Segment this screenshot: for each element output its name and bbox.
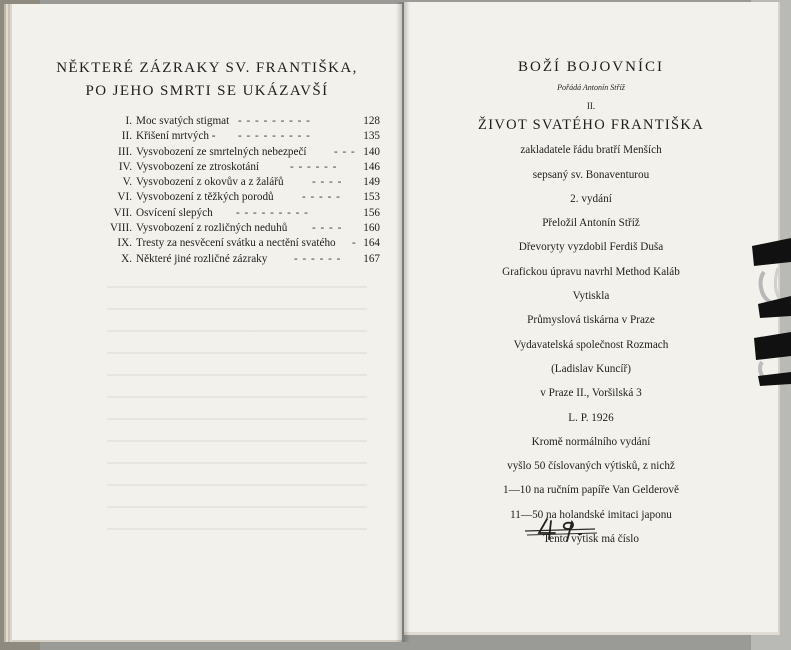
issue-line-4: 11—50 na holandské imitaci japonu (510, 508, 672, 521)
copy-number-label: Tento výtisk má číslo (543, 533, 639, 546)
volume-number: II. (586, 101, 596, 111)
toc-entry-number: III. (118, 145, 132, 158)
series-title: BOŽÍ BOJOVNÍCI (518, 59, 664, 75)
toc-leader: - - - - - - (290, 160, 338, 173)
toc-entry (90, 236, 380, 251)
toc-leader: - - - - - - - - - (238, 130, 311, 143)
handwritten-number-icon (515, 513, 605, 545)
issue-line-1: Kromě normálního vydání (531, 435, 651, 448)
publisher-line: Vydavatelská společnost Rozmach (513, 338, 669, 351)
toc-entry-text: Tresty za nesvěcení svátku a nectění svatého (136, 237, 336, 250)
toc-entry (90, 160, 380, 175)
title-page (404, 58, 778, 547)
toc-entry (90, 114, 380, 129)
table-of-contents (90, 114, 380, 267)
issue-line-2: vyšlo 50 číslovaných výtisků, z nichž (507, 460, 675, 473)
toc-entry-text: Vysvobození z rozličných neduhů (136, 222, 288, 235)
toc-entry-text: Vysvobození z okovův a z žalářů (136, 176, 284, 189)
toc-entry-text: Křišení mrtvých - (136, 130, 216, 143)
book-title: ŽIVOT SVATÉHO FRANTIŠKA (478, 117, 704, 133)
toc-leader: - - - - (312, 222, 343, 235)
toc-entry (90, 145, 380, 160)
toc-entry (90, 190, 380, 205)
toc-page-number: 140 (363, 145, 380, 158)
editor-line: Pořádá Antonín Stříž (557, 83, 625, 92)
toc-entry-text: Některé jiné rozličné zázraky (136, 252, 268, 265)
toc-entry-text: Moc svatých stigmat (136, 115, 230, 127)
toc-page-number: 135 (363, 130, 380, 143)
toc-entry-number: I. (125, 115, 132, 127)
book-gutter (396, 2, 410, 642)
toc-title-line-2: PO JEHO SMRTI SE UKÁZAVŠÍ (85, 83, 329, 99)
binder-clip-icon (748, 236, 791, 386)
translator-line: Přeložil Antonín Stříž (542, 217, 640, 230)
toc-entry-number: II. (121, 130, 132, 143)
edition-line: 2. vydání (570, 192, 612, 205)
toc-entry-number: V. (122, 176, 132, 189)
subtitle: zakladatele řádu bratří Menších (520, 144, 662, 157)
toc-entry-number: VII. (113, 206, 132, 219)
copy-number-value (515, 513, 516, 514)
toc-leader: - - - - - - - - - (238, 115, 311, 127)
address-line: v Praze II., Voršilská 3 (540, 387, 642, 400)
toc-entry-text: Vysvobození ze ztroskotání (136, 160, 260, 173)
handwritten-copy-number (515, 513, 605, 545)
toc-leader: - - - (334, 145, 356, 158)
toc-page-number: 156 (363, 206, 380, 219)
toc-entry (90, 252, 380, 267)
printed-by-label: Vytiskla (572, 290, 610, 303)
toc-entry-number: VI. (117, 191, 132, 204)
design-line: Grafickou úpravu navrhl Method Kaláb (502, 265, 680, 278)
issue-line-3: 1—10 na ručním papíře Van Gelderově (503, 484, 679, 497)
woodcuts-line: Dřevoryty vyzdobil Ferdiš Duša (518, 241, 664, 254)
toc-leader: - (352, 237, 357, 250)
toc-entry-text: Vysvobození z těžkých porodů (136, 191, 274, 204)
toc-leader: - - - - (312, 176, 343, 189)
toc-entry-number: X. (121, 252, 132, 265)
toc-page-number: 164 (363, 237, 380, 250)
toc-leader: - - - - - - - - - (236, 206, 309, 219)
toc-entry-text: Vysvobození ze smrtelných nebezpečí (136, 145, 307, 158)
author-line: sepsaný sv. Bonaventurou (532, 168, 650, 181)
year-line: L. P. 1926 (568, 411, 614, 424)
toc-entry (90, 206, 380, 221)
toc-entry (90, 221, 380, 236)
toc-page-number: 146 (363, 160, 380, 173)
toc-page-number: 128 (363, 115, 380, 127)
toc-page-number: 149 (363, 176, 380, 189)
toc-leader: - - - - - (302, 191, 341, 204)
toc-entry-text: Osvícení slepých (136, 206, 213, 219)
toc-page-number: 160 (363, 222, 380, 235)
toc-leader: - - - - - - (294, 252, 342, 265)
toc-entry (90, 175, 380, 190)
printer-line: Průmyslová tiskárna v Praze (527, 314, 655, 327)
publisher-owner-line: (Ladislav Kuncíř) (551, 362, 631, 375)
toc-page-number: 153 (363, 191, 380, 204)
toc-entry (90, 129, 380, 144)
left-page (12, 4, 402, 642)
toc-title-line-1: NĚKTERÉ ZÁZRAKY SV. FRANTIŠKA, (56, 60, 358, 76)
show-through-text (107, 274, 367, 544)
toc-entry-number: IX. (117, 237, 132, 250)
toc-entry-number: VIII. (109, 222, 132, 235)
toc-entry-number: IV. (118, 160, 132, 173)
toc-page-number: 167 (363, 252, 380, 265)
